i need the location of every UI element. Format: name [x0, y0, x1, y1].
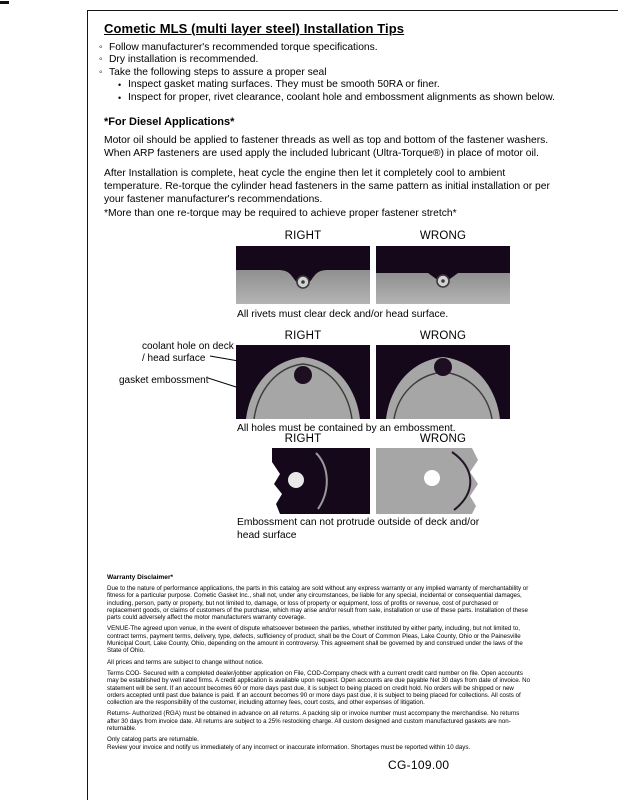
row3-right-header: RIGHT [284, 433, 322, 445]
coolant-hole-wrong-diagram [376, 345, 510, 419]
coolant-hole-callout: coolant hole on deck / head surface [142, 341, 234, 364]
tip-sub-item [118, 92, 569, 104]
disclaimer-paragraph: All prices and terms are subject to change without notice. [107, 658, 264, 666]
tip-text: Inspect gasket mating surfaces. They must be smooth 50RA or finer. [128, 79, 440, 91]
page-border-left [87, 10, 88, 800]
rivet-right-diagram [236, 246, 370, 304]
disclaimer-paragraph: Review your invoice and notify us immediately of any incorrect or inaccurate information. Shortages must be reported within 10 days. [107, 743, 471, 751]
disclaimer-paragraph: Returns- Authorized (RGA) must be obtained in advance on all returns. A packing slip or invoice number must accompany the merchandise. No returns after 30 days from invoice date. All returns are subject to a 25% restocking charge. All custom designed and custom manufactured gaskets are non-returnable. [107, 710, 520, 733]
protrusion-wrong-diagram [376, 448, 510, 514]
disclaimer-heading: Warranty Disclaimer* [107, 574, 174, 581]
tip-item [99, 42, 569, 54]
open-bullet-icon: ◦ [99, 54, 103, 66]
retorque-note: *More than one re-torque may be required to achieve proper fastener stretch* [104, 208, 457, 219]
disclaimer-paragraph: Only catalog parts are returnable. [107, 736, 199, 744]
disclaimer-paragraph: Due to the nature of performance applications, the parts in this catalog are sold without any express warranty or any implied warranty of merchantability or fitness for a particular purpose. Cometic Gasket Inc., shall not, under any circumstances, be liable for any special, incidental or consequential damages, including, person, party or property, but not limited to, damage, or loss of property or equipment, loss of profits or revenue, cost of purchased or replacement goods, or claims of customers of the purchase, which may arise and/or result from sale, installation or use of these parts. Installation of these parts could adversely affect the motor manufacturers warranty coverage. [107, 585, 529, 622]
tip-text: Take the following steps to assure a proper seal [109, 66, 327, 78]
protrusion-right-diagram [236, 448, 370, 514]
page-border-top [87, 10, 618, 11]
tip-text: Follow manufacturer's recommended torque specifications. [109, 42, 378, 53]
tip-item [99, 54, 569, 66]
filled-bullet-icon: • [118, 92, 122, 103]
row1-right-header: RIGHT [284, 230, 322, 242]
row2-caption: All holes must be contained by an embossment. [237, 423, 456, 434]
tip-sub-item [118, 79, 569, 91]
page-title: Cometic MLS (multi layer steel) Installation Tips [104, 21, 405, 36]
tip-text: Inspect for proper, rivet clearance, coolant hole and embossment alignments as shown below. [128, 91, 555, 103]
row3-wrong-header: WRONG [419, 433, 467, 445]
open-bullet-icon: ◦ [99, 66, 103, 78]
installation-tips-list [99, 42, 569, 104]
diesel-paragraph-1: Motor oil should be applied to fastener threads as well as top and bottom of the fastener washers. When ARP fasteners are used apply the included lubricant (Ultra-Torque®) in place of motor oil. [104, 135, 549, 159]
disclaimer-paragraph: Terms COD- Secured with a completed dealer/jobber application on File, COD-Company check with a current credit card number on file. Open accounts may be established by well rated firms. A credit application is available upon request. Open accounts are due payable Net 30 days from date of invoice. No statement will be sent. If an account becomes 60 or more days past due, it is subject to being placed on credit hold. No orders will be shipped or new orders accepted until past due balance is paid. If an account becomes 90 or more days past due, it is subject to being placed for collections. All costs of collection are the responsibility of the customer, including attorney fees, court costs, and other expenses of litigation. [107, 669, 531, 707]
diesel-paragraph-2: After Installation is complete, heat cycle the engine then let it completely cool to ambient temperature. Re-torque the cylinder head fasteners in the same pattern as initial installation or per your fastener manufacturer's recommendations. [104, 168, 550, 205]
tip-item [99, 67, 569, 79]
rivet-wrong-diagram [376, 246, 510, 304]
gasket-embossment-callout: gasket embossment [119, 375, 209, 386]
crop-mark [0, 1, 9, 4]
row3-caption: Embossment can not protrude outside of deck and/or head surface [237, 517, 480, 541]
tip-text: Dry installation is recommended. [109, 54, 259, 66]
row2-wrong-header: WRONG [419, 330, 467, 342]
filled-bullet-icon: • [118, 80, 122, 91]
row1-wrong-header: WRONG [419, 230, 467, 242]
coolant-hole-right-diagram [236, 345, 370, 419]
disclaimer-paragraph: VENUE-The agreed upon venue, in the event of dispute whatsoever between the parties, whether instituted by either party, including, but not limited to, contract terms, payment terms, delivery, type, defects, sufficiency of product, shall be the Court of Common Pleas, Lake County, Ohio or the Painesville Municipal Court, Lake County, Ohio, depending on the amount in controversy. This agreement shall be governed by and construed under the laws of the State of Ohio. [107, 625, 523, 655]
row2-right-header: RIGHT [284, 330, 322, 342]
catalog-page-code: CG-109.00 [388, 758, 450, 772]
open-bullet-icon: ◦ [99, 42, 103, 53]
diesel-applications-heading: *For Diesel Applications* [104, 116, 235, 128]
warranty-disclaimer [107, 574, 531, 755]
row1-caption: All rivets must clear deck and/or head surface. [237, 309, 449, 320]
